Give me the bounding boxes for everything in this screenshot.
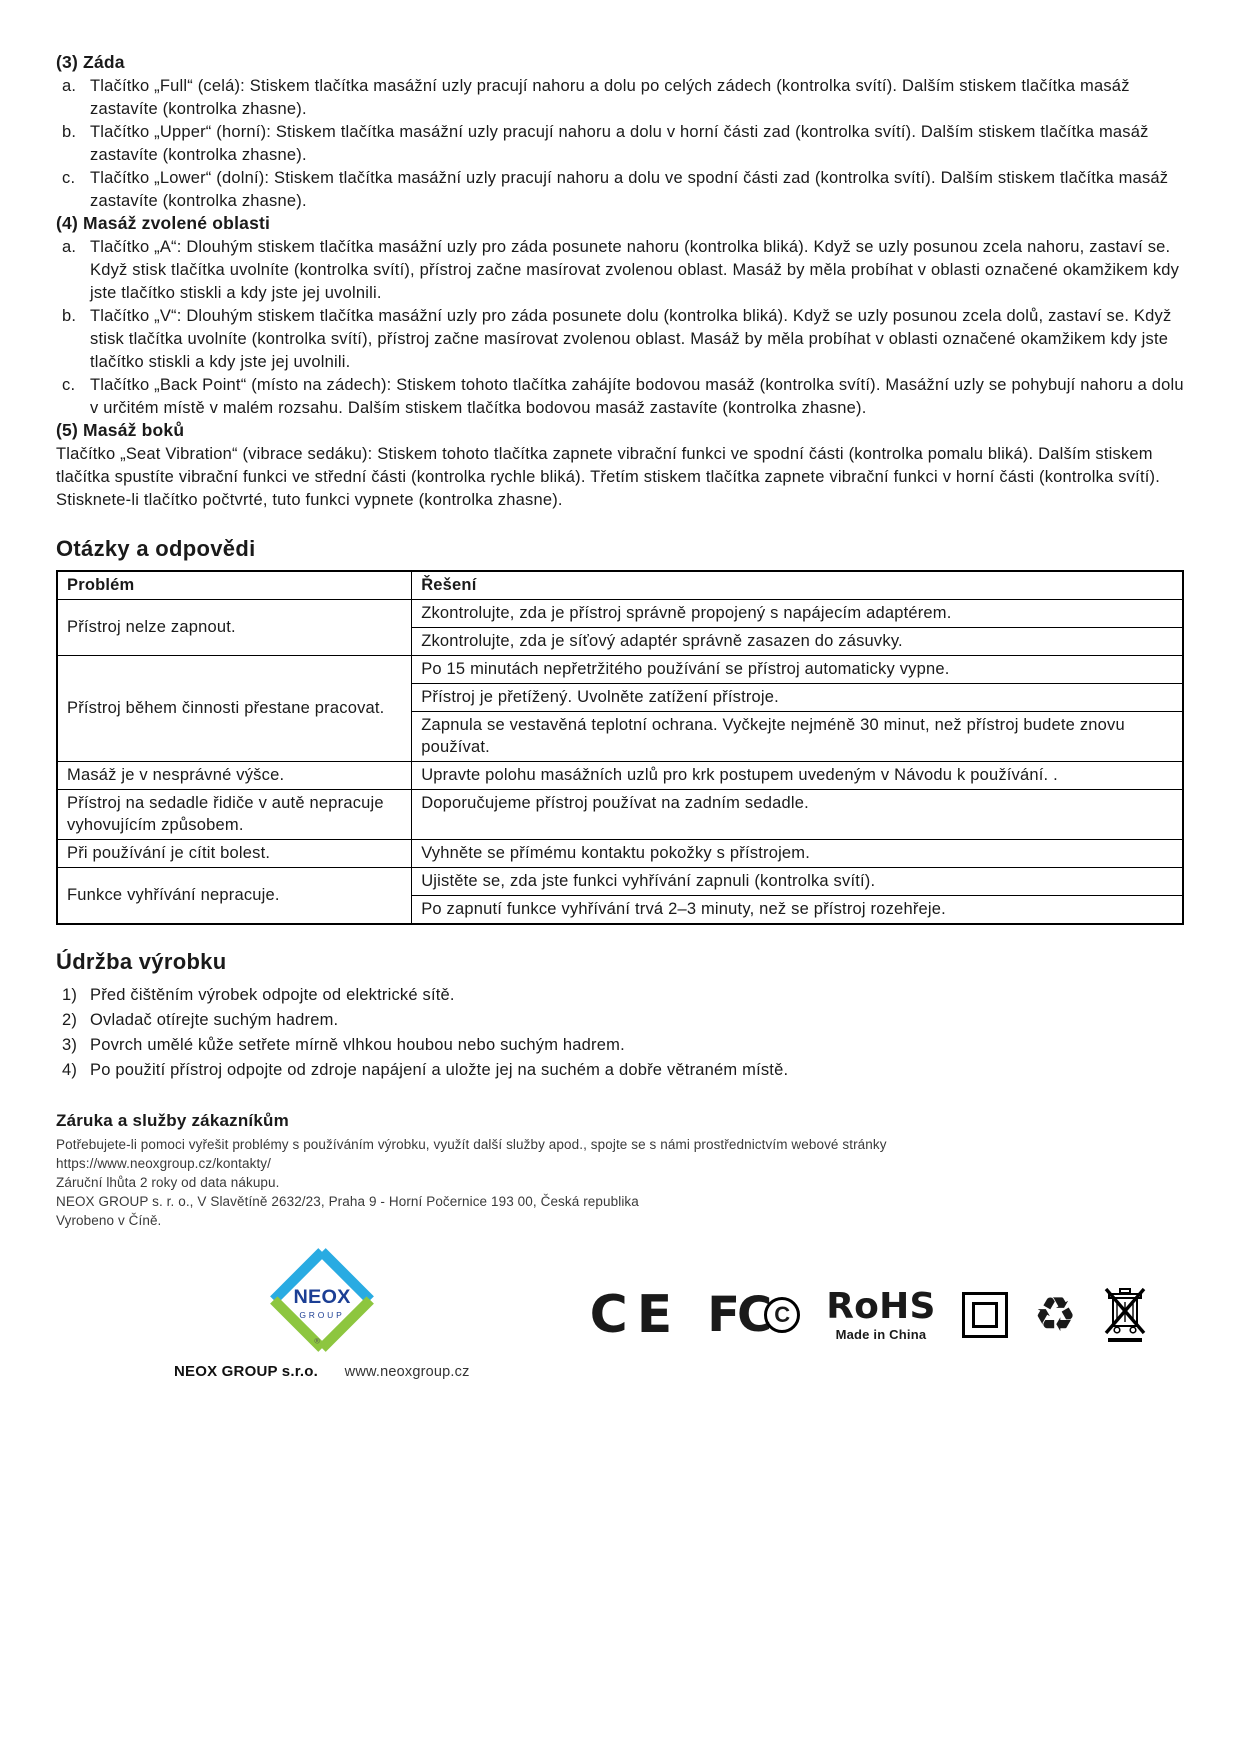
neox-logo-name: NEOX — [293, 1285, 351, 1308]
weee-bin-icon — [1103, 1286, 1147, 1344]
qa-solution-cell: Vyhněte se přímému kontaktu pokožky s přístrojem. — [412, 840, 1183, 868]
qa-heading: Otázky a odpovědi — [56, 536, 256, 561]
warranty-heading: Záruka a služby zákazníkům — [56, 1111, 289, 1130]
item-text: Povrch umělé kůže setřete mírně vlhkou houbou nebo suchým hadrem. — [90, 1036, 625, 1054]
item-marker: c. — [62, 376, 76, 394]
item-marker: a. — [62, 77, 77, 95]
qa-header-solution: Řešení — [412, 571, 1183, 600]
item-marker: b. — [62, 123, 77, 141]
qa-solution-cell: Zkontrolujte, zda je přístroj správně propojený s napájecím adaptérem. — [412, 600, 1183, 628]
item-text: Tlačítko „Upper“ (horní): Stiskem tlačítka masážní uzly pracují nahoru a dolu v horní části zad (kontrolka svítí). Dalším stiskem tlačítka masáž zastavíte (kontrolka zhasne). — [90, 123, 1149, 164]
table-row — [57, 790, 1183, 840]
warranty-line: Vyrobeno v Číně. — [56, 1213, 162, 1228]
qa-solution-cell: Po zapnutí funkce vyhřívání trvá 2–3 minuty, než se přístroj rozehřeje. — [412, 896, 1183, 925]
rohs-mark — [826, 1285, 936, 1342]
list-item — [56, 983, 1184, 1008]
brand-column — [174, 1248, 470, 1381]
neox-logo — [270, 1248, 374, 1357]
qa-problem-cell: Funkce vyhřívání nepracuje. — [57, 868, 412, 925]
section-5-text: Tlačítko „Seat Vibration“ (vibrace sedáku): Stiskem tohoto tlačítka zapnete vibrační funkci ve spodní části (kontrolka pomalu bliká). Dalším stiskem tlačítka spustíte vibrační funkci ve střední části (kontrolka rychle bliká). Třetím stiskem tlačítka zapnete vibrační funkci v horní části (kontrolka svítí). Stisknete-li tlačítko počtvrté, tuto funkci vypnete (kontrolka zhasne). — [56, 445, 1160, 509]
table-row — [57, 656, 1183, 684]
warranty-line: Potřebujete-li pomoci vyřešit problémy s používáním výrobku, využít další služby apod., spojte se s námi prostřednictvím webové stránky — [56, 1137, 887, 1152]
recycling-icon: ♻ — [1033, 1286, 1077, 1343]
section-5-heading: (5) Masáž boků — [56, 420, 185, 440]
qa-solution-cell: Upravte polohu masážních uzlů pro krk postupem uvedeným v Návodu k používání. . — [412, 762, 1183, 790]
list-item — [56, 121, 1184, 167]
qa-table — [56, 570, 1184, 925]
list-item — [56, 305, 1184, 374]
qa-solution-cell: Zapnula se vestavěná teplotní ochrana. Vyčkejte nejméně 30 minut, než přístroj budete znovu používat. — [412, 712, 1183, 762]
qa-solution-cell: Doporučujeme přístroj používat na zadním sedadle. — [412, 790, 1183, 840]
item-marker: 4) — [62, 1061, 78, 1079]
brand-certification-row — [56, 1248, 1184, 1381]
qa-header-problem: Problém — [57, 571, 412, 600]
table-row — [57, 840, 1183, 868]
made-in-china-label: Made in China — [835, 1326, 927, 1342]
list-item — [56, 1008, 1184, 1033]
ce-mark-icon: CE — [589, 1284, 682, 1345]
qa-solution-cell: Přístroj je přetížený. Uvolněte zatížení přístroje. — [412, 684, 1183, 712]
section-3-heading: (3) Záda — [56, 52, 125, 72]
company-name: NEOX GROUP s.r.o. — [174, 1363, 318, 1380]
item-marker: 1) — [62, 986, 78, 1004]
list-item — [56, 75, 1184, 121]
brand-footer-line — [174, 1363, 470, 1381]
section-4-heading: (4) Masáž zvolené oblasti — [56, 213, 271, 233]
warranty-url-link[interactable]: https://www.neoxgroup.cz/kontakty/ — [56, 1156, 272, 1171]
rohs-label: RoHS — [826, 1285, 936, 1327]
table-row — [57, 600, 1183, 628]
certification-marks — [590, 1285, 1147, 1345]
registered-mark: ® — [314, 1336, 320, 1346]
item-text: Tlačítko „V“: Dlouhým stiskem tlačítka masážní uzly pro záda posunete dolu (kontrolka bliká). Když se uzly posunou zcela dolů, zastaví se. Když stisk tlačítka uvolníte (kontrolka svítí), přístroj začne masírovat zvolenou oblast. Masáž by měla probíhat v oblasti označené okamžikem kdy jste tlačítko stiskli a kdy jste jej uvolnili. — [90, 307, 1172, 371]
qa-problem-cell: Přístroj během činnosti přestane pracovat. — [57, 656, 412, 762]
list-item — [56, 1058, 1184, 1083]
qa-problem-cell: Přístroj nelze zapnout. — [57, 600, 412, 656]
item-text: Tlačítko „Full“ (celá): Stiskem tlačítka masážní uzly pracují nahoru a dolu po celých zádech (kontrolka svítí). Dalším stiskem tlačítka masáž zastavíte (kontrolka zhasne). — [90, 77, 1130, 118]
item-text: Tlačítko „Back Point“ (místo na zádech): Stiskem tohoto tlačítka zahájíte bodovou masáž (kontrolka svítí). Masážní uzly se pohybují nahoru a dolu v určitém místě v malém rozsahu. Dalším stiskem tlačítka bodovou masáž zastavíte (kontrolka zhasne). — [90, 376, 1184, 417]
qa-problem-cell: Přístroj na sedadle řidiče v autě nepracuje vyhovujícím způsobem. — [57, 790, 412, 840]
item-text: Tlačítko „A“: Dlouhým stiskem tlačítka masážní uzly pro záda posunete nahoru (kontrolka bliká). Když se uzly posunou zcela nahoru, zastaví se. Když stisk tlačítka uvolníte (kontrolka svítí), přístroj začne masírovat zvolenou oblast. Masáž by měla probíhat v oblasti označené okamžikem kdy jste tlačítko stiskli a kdy jste jej uvolnili. — [90, 238, 1180, 302]
list-item — [56, 167, 1184, 213]
double-insulation-icon — [962, 1292, 1008, 1338]
table-row — [57, 868, 1183, 896]
item-marker: a. — [62, 238, 77, 256]
item-marker: 3) — [62, 1036, 78, 1054]
item-text: Tlačítko „Lower“ (dolní): Stiskem tlačítka masážní uzly pracují nahoru a dolu ve spodní části zad (kontrolka svítí). Dalším stiskem tlačítka masáž zastavíte (kontrolka zhasne). — [90, 169, 1169, 210]
item-marker: c. — [62, 169, 76, 187]
qa-problem-cell: Masáž je v nesprávné výšce. — [57, 762, 412, 790]
warranty-line: NEOX GROUP s. r. o., V Slavětíně 2632/23, Praha 9 - Horní Počernice 193 00, Česká republika — [56, 1194, 639, 1209]
qa-problem-cell: Při používání je cítit bolest. — [57, 840, 412, 868]
list-item — [56, 236, 1184, 305]
list-item — [56, 374, 1184, 420]
fcc-mark-icon: FC C — [707, 1287, 800, 1343]
website-link[interactable]: www.neoxgroup.cz — [344, 1364, 470, 1380]
maintenance-list — [56, 983, 1184, 1083]
item-marker: 2) — [62, 1011, 78, 1029]
qa-solution-cell: Po 15 minutách nepřetržitého používání se přístroj automaticky vypne. — [412, 656, 1183, 684]
qa-solution-cell: Zkontrolujte, zda je síťový adaptér správně zasazen do zásuvky. — [412, 628, 1183, 656]
qa-header-row — [57, 571, 1183, 600]
item-marker: b. — [62, 307, 77, 325]
item-text: Před čištěním výrobek odpojte od elektrické sítě. — [90, 986, 455, 1004]
qa-solution-cell: Ujistěte se, zda jste funkci vyhřívání zapnuli (kontrolka svítí). — [412, 868, 1183, 896]
list-item — [56, 1033, 1184, 1058]
item-text: Ovladač otírejte suchým hadrem. — [90, 1011, 339, 1029]
neox-logo-group: GROUP — [299, 1309, 345, 1320]
item-text: Po použití přístroj odpojte od zdroje napájení a uložte jej na suchém a dobře větraném místě. — [90, 1061, 789, 1079]
warranty-line: Záruční lhůta 2 roky od data nákupu. — [56, 1175, 280, 1190]
maintenance-heading: Údržba výrobku — [56, 949, 227, 974]
table-row — [57, 762, 1183, 790]
